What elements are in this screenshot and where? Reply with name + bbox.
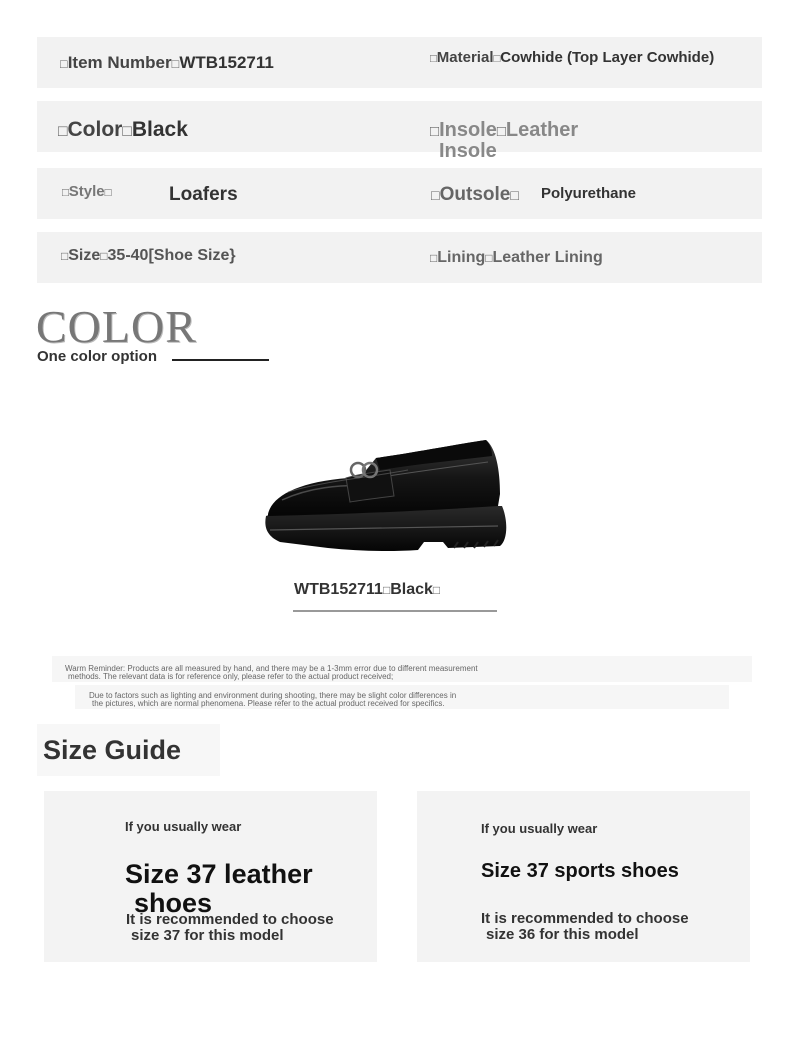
spec-row-3 [37,168,762,219]
spec-label: Insole [439,119,497,141]
notice-line: methods. The relevant data is for reference only, please refer to the actual product received; [68,672,394,681]
notice-line: Warm Reminder: Products are all measured by hand, and there may be a 1-3mm error due to different measurement [65,664,478,673]
notice-line: Due to factors such as lighting and environment during shooting, there may be slight color differences in [89,691,457,700]
spec-item-number [60,53,274,73]
black-loafer-image [258,430,512,560]
spec-value: Leather [505,119,579,141]
spec-label: Outsole [439,184,511,205]
box-glyph: □ [431,188,440,204]
spec-label: Item Number [67,53,172,72]
size-guide-title: Size Guide [43,735,182,765]
spec-label: Material [436,49,494,66]
card-recommendation: It is recommended to choose [481,910,689,927]
spec-value: WTB152711 [179,53,274,72]
spec-insole-line2: Insole [439,140,497,162]
color-section-subtitle: One color option [37,348,157,365]
card-recommendation: size 37 for this model [131,927,284,944]
spec-size [61,247,236,265]
box-glyph: □ [60,56,68,71]
card-size-line: Size 37 sports shoes [481,860,679,882]
card-recommendation: It is recommended to choose [126,911,334,928]
spec-style-value: Loafers [169,184,238,205]
divider [293,610,497,612]
spec-style [62,183,111,200]
variant-color: Black [390,581,433,598]
spec-color [58,118,188,142]
box-glyph: □ [430,53,437,65]
spec-label: Size [68,247,101,264]
spec-lining [430,249,603,267]
box-glyph: □ [122,123,132,140]
spec-value: Black [131,118,188,141]
card-recommendation: size 36 for this model [486,926,639,943]
box-glyph: □ [58,123,68,140]
divider [172,359,269,361]
spec-insole [430,119,578,142]
spec-value: 35-40[Shoe Size} [107,247,236,264]
spec-label: Color [67,118,123,141]
box-glyph: □ [171,56,180,71]
card-size-line: shoes [134,888,213,918]
box-glyph: □ [496,123,506,140]
box-glyph: □ [432,583,441,597]
notice-line: the pictures, which are normal phenomena. Please refer to the actual product received for specifics. [92,699,445,708]
card-intro: If you usually wear [125,819,242,834]
spec-value: Leather Lining [492,249,603,266]
variant-code: WTB152711 [294,581,383,598]
spec-outsole [431,184,519,206]
box-glyph: □ [510,188,519,204]
box-glyph: □ [100,249,108,263]
box-glyph: □ [493,53,501,65]
spec-label: Lining [437,249,486,266]
box-glyph: □ [61,249,69,263]
box-glyph: □ [382,583,391,597]
box-glyph: □ [104,187,112,199]
color-section-title: COLOR [36,301,197,352]
spec-label: Style [68,183,105,200]
spec-value: Cowhide (Top Layer Cowhide) [500,49,715,66]
box-glyph: □ [430,123,440,140]
box-glyph: □ [62,187,69,199]
box-glyph: □ [430,251,438,265]
card-intro: If you usually wear [481,821,598,836]
card-size-line: Size 37 leather [125,859,313,889]
spec-material [430,49,714,66]
box-glyph: □ [485,251,493,265]
spec-outsole-value: Polyurethane [541,185,637,202]
variant-label [294,581,440,599]
